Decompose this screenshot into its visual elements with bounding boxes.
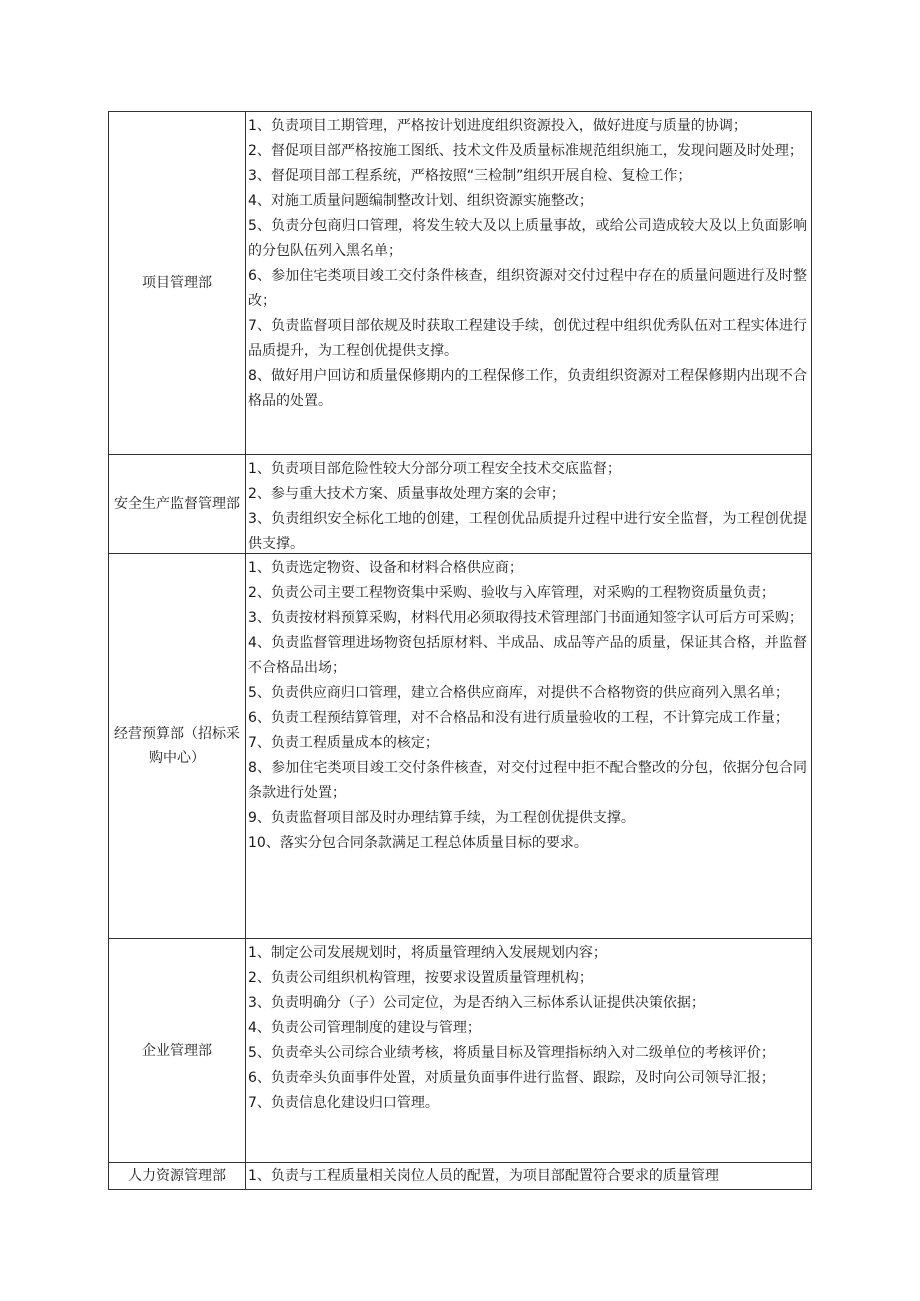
duties-list [246, 554, 811, 938]
duty-item: 3、负责组织安全标化工地的创建，工程创优品质提升过程中进行安全监督，为工程创优提供支撑。 [248, 511, 807, 552]
duty-item: 3、负责明确分（子）公司定位，为是否纳入三标体系认证提供决策依据； [248, 995, 705, 1011]
department-name: 企业管理部 [142, 1042, 212, 1059]
table-row-enterprise-management [109, 939, 812, 1163]
duties-cell [246, 112, 812, 455]
duty-item: 5、负责牵头公司综合业绩考核，将质量目标及管理指标纳入对二级单位的考核评价； [248, 1045, 775, 1061]
department-cell [109, 112, 246, 455]
duties-cell [246, 455, 812, 554]
table-row-project-management [109, 112, 812, 455]
table-row-safety-supervision [109, 455, 812, 554]
duty-item: 2、参与重大技术方案、质量事故处理方案的会审； [248, 486, 565, 502]
department-cell [109, 455, 246, 554]
duty-item: 3、督促项目部工程系统，严格按照“三检制”组织开展自检、复检工作； [248, 168, 692, 184]
duty-item: 2、负责公司组织机构管理，按要求设置质量管理机构； [248, 970, 593, 986]
department-name: 经营预算部（招标采购中心） [114, 726, 240, 766]
department-name: 项目管理部 [142, 275, 212, 291]
department-cell [109, 1163, 246, 1190]
table-row-budget-procurement [109, 554, 812, 939]
duty-item: 7、负责监督项目部依规及时获取工程建设手续，创优过程中组织优秀队伍对工程实体进行品质提升，为工程创优提供支撑。 [248, 318, 807, 359]
department-name: 安全生产监督管理部 [114, 496, 240, 512]
duty-item: 2、负责公司主要工程物资集中采购、验收与入库管理，对采购的工程物资质量负责； [248, 585, 775, 601]
duty-item: 9、负责监督项目部及时办理结算手续，为工程创优提供支撑。 [248, 810, 635, 826]
table-row-human-resources [109, 1163, 812, 1190]
department-name: 人力资源管理部 [128, 1168, 226, 1184]
duty-item: 4、负责监督管理进场物资包括原材料、半成品、成品等产品的质量，保证其合格，并监督不合格品出场； [248, 635, 807, 676]
duty-item: 7、负责信息化建设归口管理。 [248, 1095, 439, 1111]
responsibility-table [108, 111, 812, 1190]
duties-list [246, 455, 811, 553]
duty-item: 5、负责分包商归口管理，将发生较大及以上质量事故，或给公司造成较大及以上负面影响的分包队伍列入黑名单； [248, 218, 807, 259]
duties-cell [246, 554, 812, 939]
duty-item: 6、参加住宅类项目竣工交付条件核查，组织资源对交付过程中存在的质量问题进行及时整改； [248, 268, 807, 309]
duty-item: 7、负责工程质量成本的核定； [248, 735, 439, 751]
duty-item: 5、负责供应商归口管理，建立合格供应商库，对提供不合格物资的供应商列入黑名单； [248, 685, 789, 701]
duty-item: 8、做好用户回访和质量保修期内的工程保修工作，负责组织资源对工程保修期内出现不合格品的处置。 [248, 368, 807, 409]
department-cell [109, 554, 246, 939]
duty-item: 2、督促项目部严格按施工图纸、技术文件及质量标准规范组织施工，发现问题及时处理； [248, 143, 803, 159]
duties-cell [246, 1163, 812, 1190]
duty-item: 1、负责项目部危险性较大分部分项工程安全技术交底监督； [248, 461, 621, 477]
department-cell [109, 939, 246, 1163]
duty-item: 6、负责牵头负面事件处置，对质量负面事件进行监督、跟踪，及时向公司领导汇报； [248, 1070, 775, 1086]
duty-item: 8、参加住宅类项目竣工交付条件核查，对交付过程中拒不配合整改的分包，依据分包合同条款进行处置； [248, 760, 807, 801]
duty-item: 1、负责选定物资、设备和材料合格供应商； [248, 560, 523, 576]
duties-list [246, 112, 811, 454]
duty-item: 10、落实分包合同条款满足工程总体质量目标的要求。 [248, 835, 588, 851]
duty-item: 6、负责工程预结算管理，对不合格品和没有进行质量验收的工程，不计算完成工作量； [248, 710, 789, 726]
duty-item: 1、制定公司发展规划时，将质量管理纳入发展规划内容； [248, 945, 607, 961]
duties-cell [246, 939, 812, 1163]
duties-list [246, 1163, 811, 1189]
duty-item: 3、负责按材料预算采购，材料代用必须取得技术管理部门书面通知签字认可后方可采购； [248, 610, 803, 626]
duty-item: 4、对施工质量问题编制整改计划、组织资源实施整改； [248, 193, 593, 209]
duty-item: 4、负责公司管理制度的建设与管理； [248, 1020, 481, 1036]
duty-item: 1、负责项目工期管理，严格按计划进度组织资源投入，做好进度与质量的协调； [248, 118, 747, 134]
duties-list [246, 939, 811, 1162]
duty-item: 1、负责与工程质量相关岗位人员的配置，为项目部配置符合要求的质量管理 [248, 1168, 719, 1184]
